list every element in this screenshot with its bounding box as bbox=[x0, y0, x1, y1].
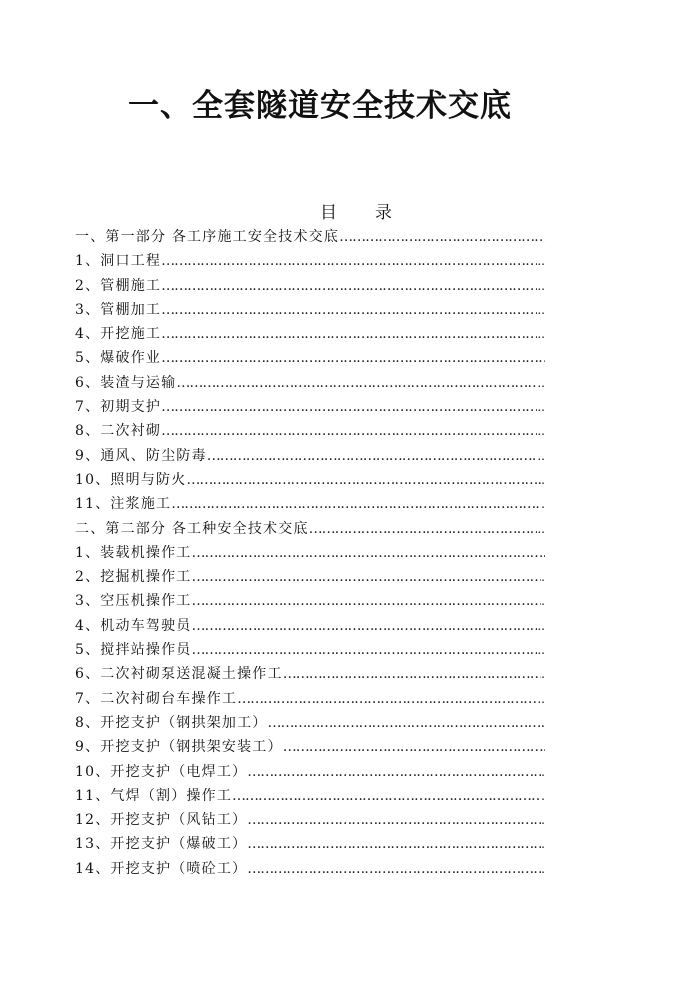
document-title: 一、全套隧道安全技术交底 bbox=[128, 88, 512, 124]
toc-entry-label: 4、开挖施工 bbox=[75, 326, 162, 343]
toc-entry[interactable] bbox=[75, 857, 545, 881]
toc-entry-tail: .. bbox=[537, 448, 545, 463]
toc-entry-tail: .. bbox=[537, 400, 545, 415]
toc-dot-leader bbox=[247, 857, 541, 881]
toc-entry-label: 一、第一部分 各工序施工安全技术交底 bbox=[75, 229, 340, 245]
toc-entry[interactable] bbox=[75, 444, 545, 468]
toc-entry-tail: . bbox=[541, 861, 545, 876]
toc-entry-label: 8、二次衬砌 bbox=[75, 423, 162, 440]
toc-entry[interactable] bbox=[75, 395, 545, 419]
toc-entry-label: 1、装载机操作工 bbox=[75, 544, 192, 561]
toc-dot-leader bbox=[161, 346, 545, 370]
toc-entry-tail: . bbox=[541, 667, 545, 682]
toc-dot-leader bbox=[192, 589, 542, 613]
toc-dot-leader bbox=[283, 735, 545, 759]
toc-entry[interactable] bbox=[75, 322, 545, 346]
toc-entry-tail: .. bbox=[537, 643, 545, 658]
toc-dot-leader bbox=[232, 784, 541, 808]
toc-heading bbox=[320, 198, 392, 223]
toc-entry-tail: . bbox=[541, 837, 545, 852]
table-of-contents bbox=[75, 225, 545, 881]
toc-entry-tail: .. bbox=[537, 424, 545, 439]
toc-dot-leader bbox=[171, 492, 541, 516]
toc-entry-tail: . bbox=[541, 788, 545, 803]
toc-entry-label: 11、气焊（割）操作工 bbox=[75, 787, 233, 804]
toc-entry-tail: .. bbox=[537, 375, 545, 390]
toc-entry-label: 12、开挖支护（风钻工） bbox=[75, 812, 248, 829]
toc-entry-label: 6、装渣与运输 bbox=[75, 374, 177, 391]
toc-entry-label: 9、开挖支护（钢拱架安装工） bbox=[75, 739, 283, 756]
toc-entry-label: 二、第二部分 各工种安全技术交底 bbox=[75, 520, 309, 537]
toc-entry[interactable] bbox=[75, 662, 545, 686]
toc-entry[interactable] bbox=[75, 808, 545, 832]
toc-dot-leader bbox=[283, 662, 541, 686]
toc-dot-leader bbox=[161, 419, 537, 443]
toc-entry[interactable] bbox=[75, 832, 545, 856]
toc-entry[interactable] bbox=[75, 225, 545, 249]
toc-dot-leader bbox=[268, 711, 545, 735]
toc-dot-leader bbox=[247, 760, 541, 784]
toc-dot-leader bbox=[247, 808, 541, 832]
toc-entry[interactable] bbox=[75, 565, 545, 589]
toc-entry[interactable] bbox=[75, 346, 545, 370]
toc-dot-leader bbox=[192, 638, 538, 662]
toc-dot-leader bbox=[161, 249, 537, 273]
toc-heading-char-1: 目 bbox=[320, 203, 337, 223]
toc-entry[interactable] bbox=[75, 492, 545, 516]
toc-dot-leader bbox=[186, 468, 541, 492]
toc-entry-label: 8、开挖支护（钢拱架加工） bbox=[75, 714, 268, 731]
toc-dot-leader bbox=[161, 298, 537, 322]
toc-entry-tail: .. bbox=[537, 278, 545, 293]
toc-entry-label: 5、搅拌站操作员 bbox=[75, 642, 192, 659]
toc-dot-leader bbox=[309, 517, 538, 541]
toc-entry-tail: . bbox=[541, 472, 545, 487]
toc-entry[interactable] bbox=[75, 735, 545, 759]
toc-entry-tail: .. bbox=[537, 521, 545, 536]
toc-entry[interactable] bbox=[75, 517, 545, 541]
toc-entry[interactable] bbox=[75, 760, 545, 784]
toc-entry-label: 2、挖掘机操作工 bbox=[75, 569, 192, 586]
toc-dot-leader bbox=[161, 322, 537, 346]
toc-dot-leader bbox=[161, 395, 537, 419]
toc-entry-tail: .. bbox=[537, 691, 545, 706]
toc-entry-tail: .. bbox=[537, 618, 545, 633]
toc-dot-leader bbox=[192, 565, 542, 589]
toc-dot-leader bbox=[237, 687, 537, 711]
toc-dot-leader bbox=[161, 274, 537, 298]
toc-entry[interactable] bbox=[75, 419, 545, 443]
toc-entry-tail: .. bbox=[537, 302, 545, 317]
toc-entry[interactable] bbox=[75, 298, 545, 322]
toc-entry-tail: . bbox=[541, 570, 545, 585]
toc-entry[interactable] bbox=[75, 589, 545, 613]
toc-entry[interactable] bbox=[75, 784, 545, 808]
toc-entry[interactable] bbox=[75, 614, 545, 638]
toc-entry-label: 5、爆破作业 bbox=[75, 350, 162, 367]
toc-entry-label: 11、注浆施工 bbox=[75, 496, 172, 513]
toc-entry-label: 6、二次衬砌泵送混凝土操作工 bbox=[75, 666, 283, 683]
toc-entry[interactable] bbox=[75, 274, 545, 298]
toc-entry-label: 14、开挖支护（喷砼工） bbox=[75, 860, 248, 877]
toc-entry-label: 7、二次衬砌台车操作工 bbox=[75, 690, 238, 707]
toc-entry-label: 3、空压机操作工 bbox=[75, 593, 192, 610]
toc-entry-label: 9、通风、防尘防毒 bbox=[75, 447, 207, 464]
toc-dot-leader bbox=[247, 832, 541, 856]
toc-entry-tail: .. bbox=[537, 327, 545, 342]
toc-entry-tail: .. bbox=[537, 254, 545, 269]
toc-entry-tail: . bbox=[541, 764, 545, 779]
toc-entry-label: 3、管棚加工 bbox=[75, 301, 162, 318]
toc-entry-label: 10、开挖支护（电焊工） bbox=[75, 763, 248, 780]
toc-entry[interactable] bbox=[75, 371, 545, 395]
toc-entry[interactable] bbox=[75, 711, 545, 735]
toc-entry-label: 4、机动车驾驶员 bbox=[75, 617, 192, 634]
toc-entry-tail: . bbox=[541, 813, 545, 828]
toc-entry[interactable] bbox=[75, 687, 545, 711]
toc-heading-char-2: 录 bbox=[375, 203, 392, 223]
toc-dot-leader bbox=[339, 225, 545, 249]
toc-entry-label: 1、洞口工程 bbox=[75, 253, 162, 270]
toc-entry[interactable] bbox=[75, 468, 545, 492]
toc-entry[interactable] bbox=[75, 638, 545, 662]
toc-entry-label: 13、开挖支护（爆破工） bbox=[75, 836, 248, 853]
toc-entry[interactable] bbox=[75, 541, 545, 565]
toc-entry-label: 10、照明与防火 bbox=[75, 471, 187, 488]
toc-entry[interactable] bbox=[75, 249, 545, 273]
toc-entry-label: 7、初期支护 bbox=[75, 399, 162, 416]
toc-dot-leader bbox=[176, 371, 537, 395]
toc-entry-label: 2、管棚施工 bbox=[75, 277, 162, 294]
toc-dot-leader bbox=[207, 444, 538, 468]
toc-entry-tail: . bbox=[541, 594, 545, 609]
toc-entry-tail: . bbox=[541, 497, 545, 512]
toc-dot-leader bbox=[192, 614, 538, 638]
toc-dot-leader bbox=[192, 541, 545, 565]
